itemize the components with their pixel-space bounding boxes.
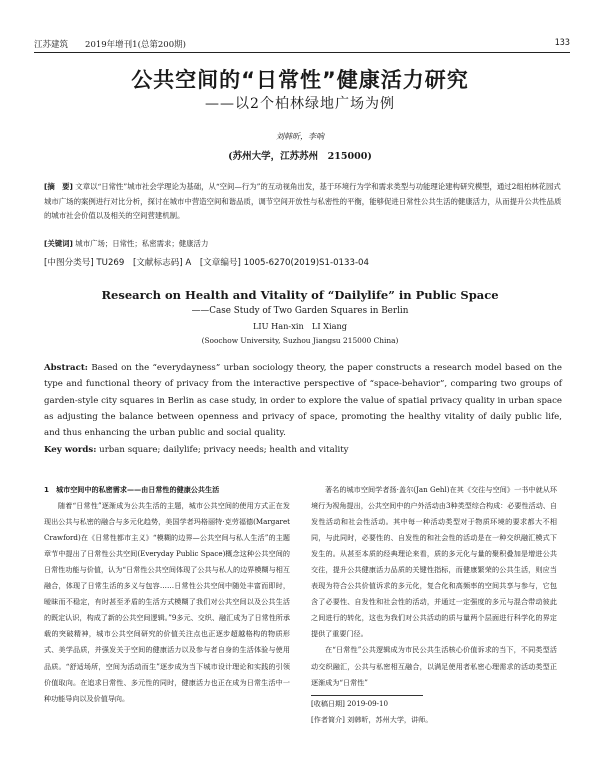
keywords-en xyxy=(44,445,564,455)
abstract-en-text: Based on the “everydayness” urban sociology theory, the paper constructs a research model based on the type and functional theory of privacy from the interactive perspective of “space-behavior”, comparing two groups of garden-style city squares in Berlin as case study, in order to explore the value of spatial privacy quality in urban space as adjusting the balance between openness and privacy of space, promoting the healthy vitality of daily public life, and thus enhancing the urban public and social quality. xyxy=(44,363,562,439)
keywords-cn xyxy=(44,238,564,249)
body-paragraph: 著名的城市空间学者扬·盖尔(Jan Gehl)在其《交往与空间》一书中就从环境行为视角提出，公共空间中的户外活动由3种类型综合构成：必要性活动、自发性活动和社会性活动。其中每一种活动类型对于物质环境的要求都大不相同，与此同时，必要性的、自发性的和社会性的活动是在一种交织融汇模式下发生的。从甚至本质的经典理论来看，质的多元化与量的聚积叠加是增进公共交往，提升公共健康活力品质的关键性指标，而健康繁荣的公共生活，则应当表现为符合公共价值诉求的多元化，复合化和高频率的空间共享与参与，它包含了必要性、自发性和社会性的活动，并通过一定强度的多元与混合带动彼此之间进行的转化，这也为我们对公共活动的质与量两个层面进行科学化的界定提供了重要门径。 xyxy=(311,485,557,639)
affiliation-en: (Soochow University, Suzhou Jiangsu 215000 China) xyxy=(201,336,399,345)
footnote-received-date: [收稿日期] 2019-09-10 xyxy=(311,698,389,708)
keywords-en-label: Key words: xyxy=(44,445,97,455)
body-paragraph: 在“日常性”公共逻辑成为市民公共生活核心价值诉求的当下，不同类型活动交织融汇，公共与私密相互融合，以满足使用者私密心理需求的活动类型正逐渐成为“日常性” xyxy=(311,645,557,687)
running-header xyxy=(34,38,570,53)
abstract-en-label: Abstract: xyxy=(44,363,88,373)
header-page-number: 133 xyxy=(554,38,570,48)
body-column-right xyxy=(311,482,557,728)
subtitle-cn: ——以2个柏林绿地广场为例 xyxy=(205,96,395,112)
footnote-author-bio: [作者简介] 刘韩昕，苏州大学，讲师。 xyxy=(311,714,433,724)
title-cn: 公共空间的“日常性”健康活力研究 xyxy=(131,68,469,92)
keywords-cn-label: [关键词] xyxy=(44,239,73,248)
keywords-cn-text: 城市广场；日常性；私密需求；健康活力 xyxy=(75,239,209,248)
abstract-cn-label: [摘 要] xyxy=(44,182,73,191)
affiliation-cn: (苏州大学，江苏苏州 215000) xyxy=(228,151,372,162)
authors-en: LIU Han-xin LI Xiang xyxy=(252,321,348,331)
classification-line: [中图分类号] TU269 [文献标志码] A [文章编号] 1005-6270(2019)S1-0133-04 xyxy=(44,258,369,268)
abstract-en xyxy=(44,360,562,441)
abstract-cn xyxy=(44,180,564,224)
title-en: Research on Health and Vitality of “Dailylife” in Public Space xyxy=(101,288,499,302)
header-journal-issue: 江苏建筑 2019年增刊1(总第200期) xyxy=(34,40,186,50)
body-column-left xyxy=(44,482,290,707)
subtitle-en: ——Case Study of Two Garden Squares in Berlin xyxy=(191,306,409,316)
section-heading-1: 1 城市空间中的私密需求——由日常性的健康公共生活 xyxy=(44,485,220,494)
abstract-cn-text: 文章以“日常性”城市社会学理论为基础，从“空间—行为”的互动视角出发，基于环境行为学和需求类型与功能理论建构研究模型，通过2组柏林花园式城市广场的案例进行对比分析，探讨在城市中营造空间和谐品质，调节空间开放性与私密性的平衡，能够促进日常性公共生活的健康活力，从而提升公共性品质的城市社会价值以及相关的空间营建机制。 xyxy=(44,182,562,220)
keywords-en-text: urban square; dailylife; privacy needs; health and vitality xyxy=(99,445,349,455)
body-paragraph: 随着“日常性”逐渐成为公共生活的主题，城市公共空间的使用方式正在发现出公共与私密的融合与多元化趋势，美国学者玛格丽特·克劳福德(Margaret Crawford)在《日常性都市主义》“模糊的边界—公共空间与私人生活”的主题章节中提出了日常性公共空间(Everyday Public Space)概念这种公共空间的日常性功能与价值，认为“日常性公共空间体现了公共与私人的边界模糊与相互融合，体现了日常生活的多义与包容……日常性公共空间中随处丰富而即时，暧昧而不稳定，有时甚至矛盾的生活方式模糊了我们对公共空间以及公共生活的既定认识，构成了新的公共空间逻辑。”9多元、交织、融汇成为了日常性所承载的突破精神，城市公共空间研究的价值关注点也正逐步超越格构的物质形式、美学品质，并强发关于空间的健康活力以及参与者自身的生活体验与使用品质。“舒适场所，空间为活动而生”逐步成为当下城市设计理论和实践的引领价值取向。在追求日常性、多元性的同时，健康活力也正在成为日常生活中一种功能导向以及价值导向。 xyxy=(44,501,290,703)
authors-cn: 刘韩昕，李响 xyxy=(276,132,324,141)
